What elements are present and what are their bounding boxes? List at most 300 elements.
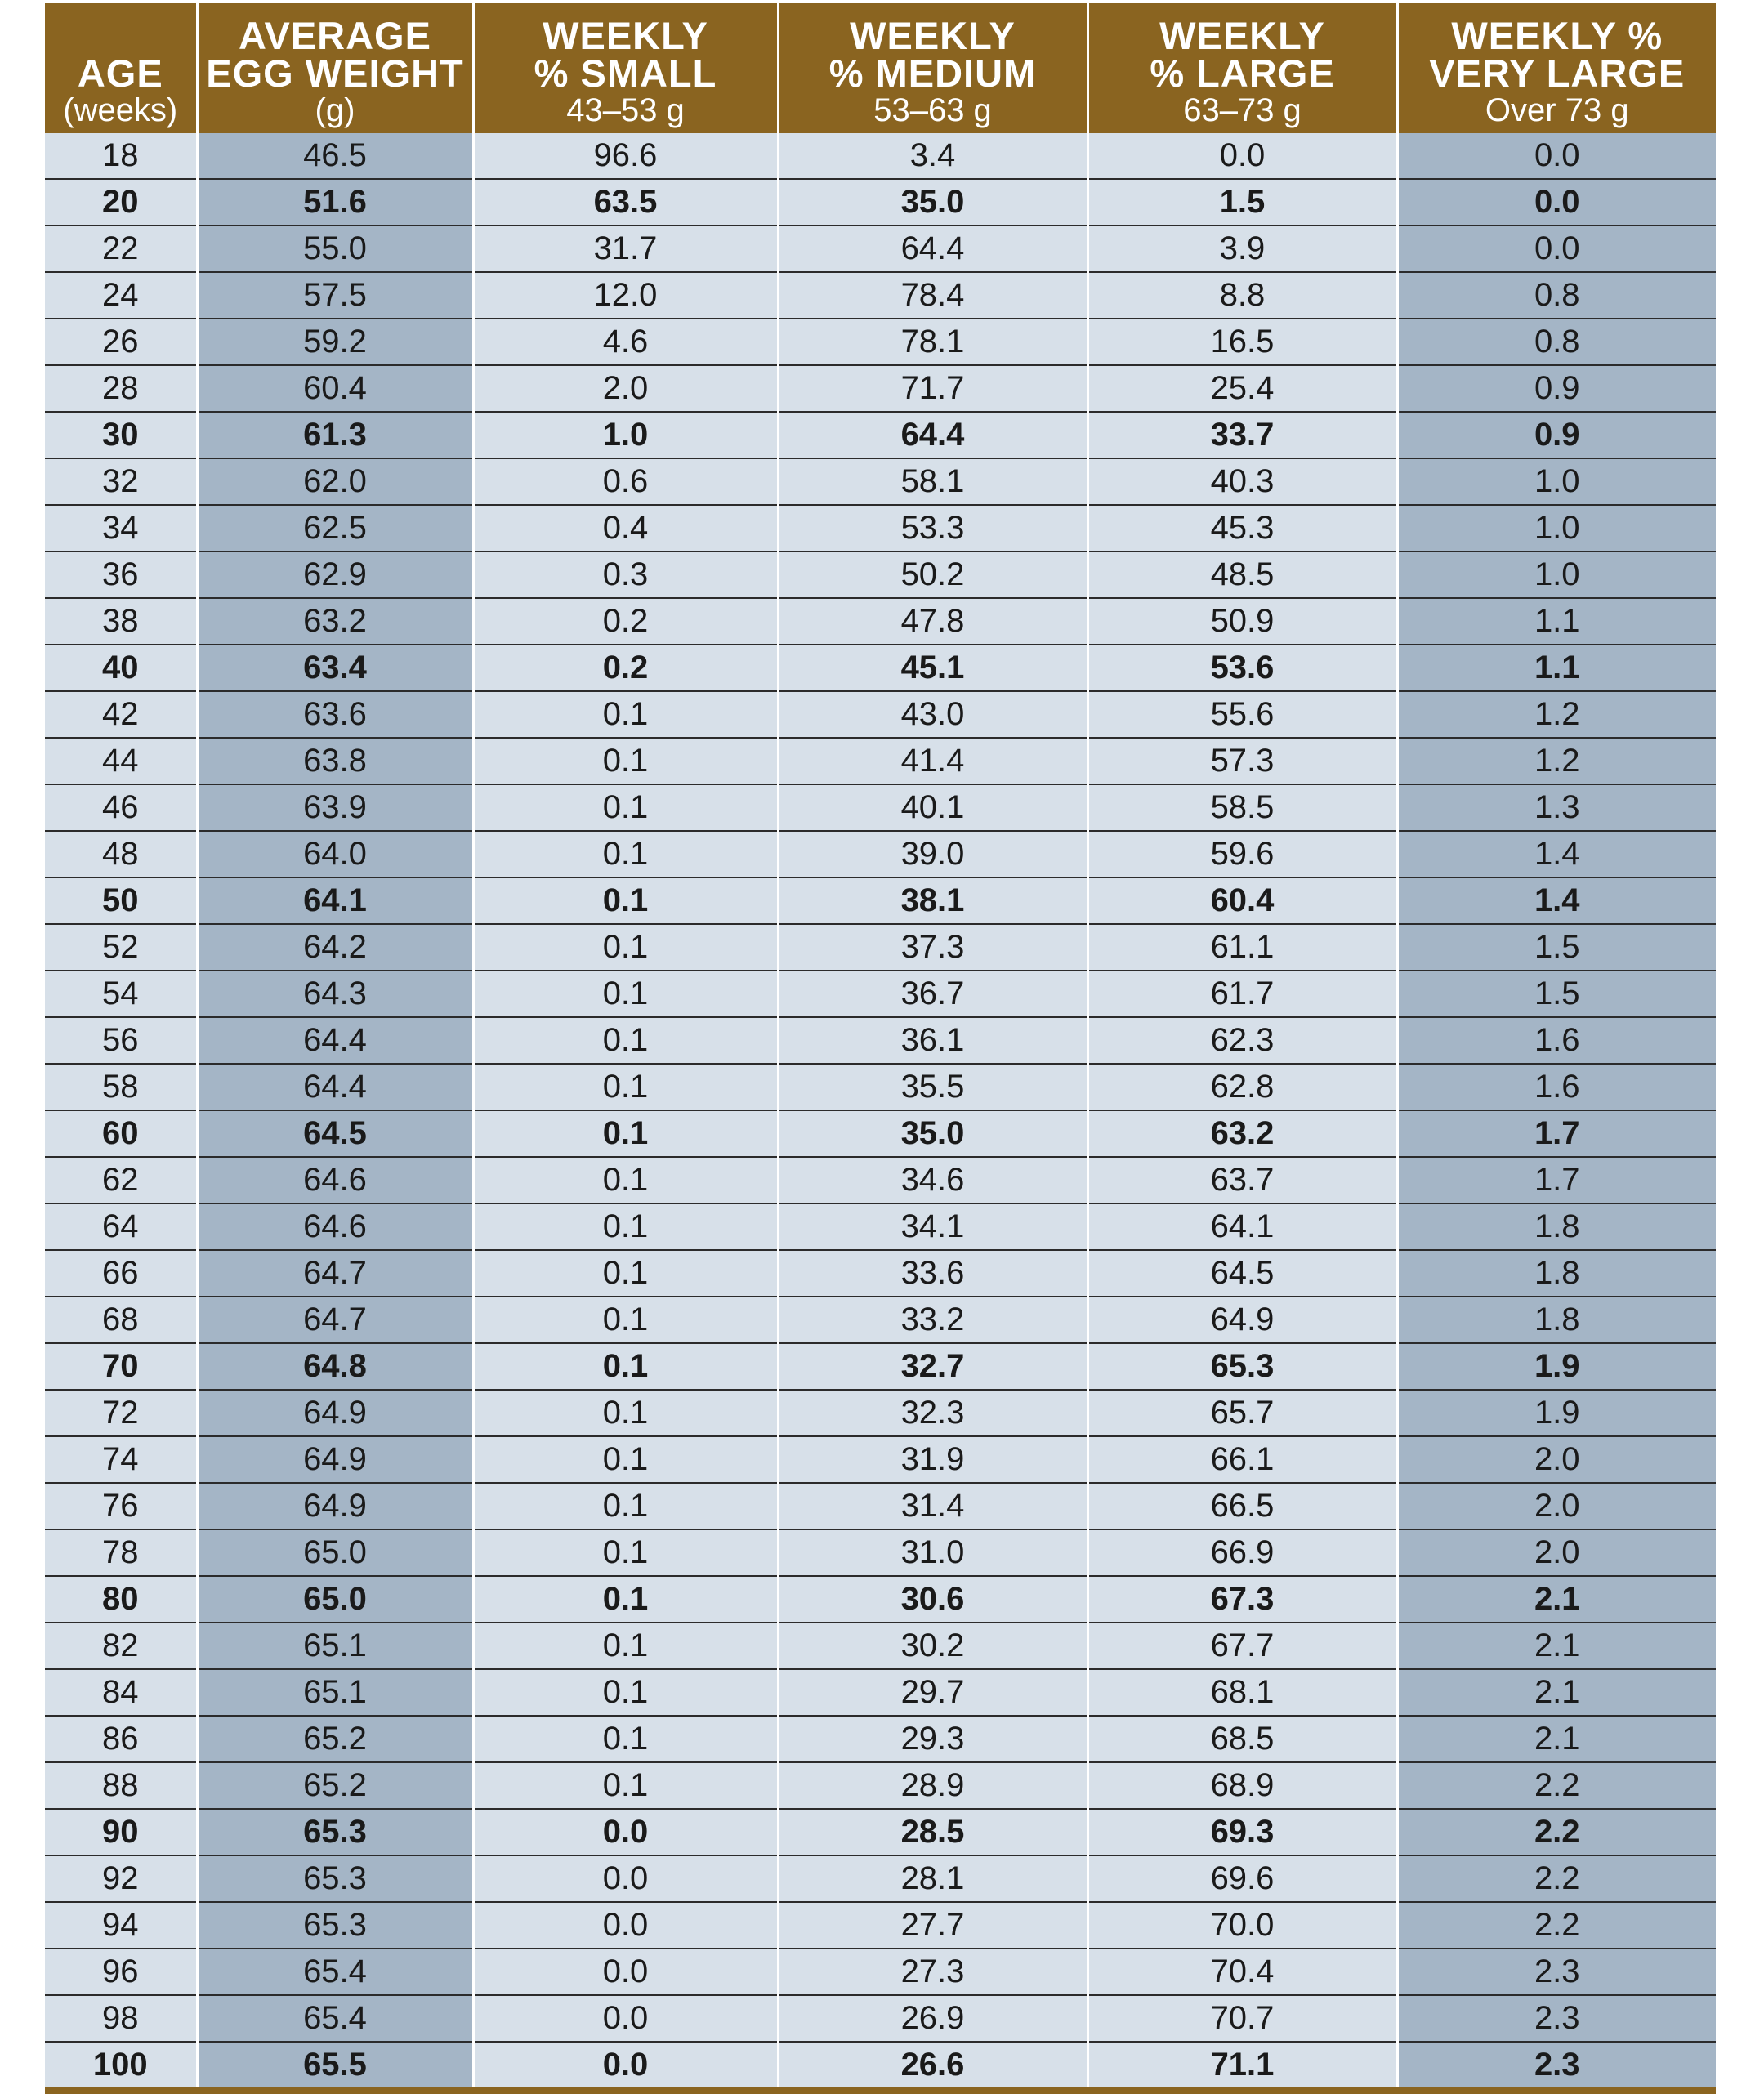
cell-weekly-very-large: 1.7 [1397, 1110, 1716, 1157]
cell-weekly-medium: 39.0 [778, 831, 1087, 877]
cell-age: 96 [45, 1949, 197, 1995]
cell-weekly-small: 0.0 [473, 1809, 778, 1855]
cell-weekly-medium: 3.4 [778, 133, 1087, 179]
cell-weekly-large: 68.9 [1087, 1762, 1397, 1809]
cell-weekly-large: 16.5 [1087, 319, 1397, 365]
cell-weekly-large: 62.8 [1087, 1064, 1397, 1110]
table-row [45, 1576, 1716, 1623]
cell-weekly-large: 50.9 [1087, 598, 1397, 645]
cell-weekly-very-large: 2.0 [1397, 1436, 1716, 1483]
cell-weekly-small: 0.1 [473, 1110, 778, 1157]
cell-weekly-large: 61.7 [1087, 971, 1397, 1017]
cell-average-egg-weight: 62.9 [197, 551, 473, 598]
cell-weekly-large: 67.7 [1087, 1623, 1397, 1669]
cell-weekly-small: 0.1 [473, 738, 778, 784]
cell-age: 20 [45, 179, 197, 225]
cell-average-egg-weight: 63.4 [197, 645, 473, 691]
cell-weekly-medium: 35.0 [778, 179, 1087, 225]
table-body [45, 133, 1716, 2091]
cell-average-egg-weight: 65.0 [197, 1576, 473, 1623]
cell-weekly-large: 33.7 [1087, 412, 1397, 458]
cell-weekly-very-large: 0.0 [1397, 133, 1716, 179]
table-row [45, 1390, 1716, 1436]
cell-average-egg-weight: 65.0 [197, 1529, 473, 1576]
cell-weekly-medium: 78.4 [778, 272, 1087, 319]
cell-age: 18 [45, 133, 197, 179]
cell-weekly-very-large: 1.4 [1397, 831, 1716, 877]
table-row [45, 598, 1716, 645]
cell-average-egg-weight: 64.7 [197, 1250, 473, 1297]
cell-weekly-small: 0.1 [473, 1436, 778, 1483]
cell-weekly-medium: 45.1 [778, 645, 1087, 691]
cell-age: 64 [45, 1203, 197, 1250]
cell-weekly-medium: 50.2 [778, 551, 1087, 598]
cell-weekly-medium: 31.4 [778, 1483, 1087, 1529]
cell-age: 42 [45, 691, 197, 738]
cell-average-egg-weight: 64.7 [197, 1297, 473, 1343]
cell-average-egg-weight: 55.0 [197, 225, 473, 272]
header-weekly-small-line2: % SMALL [534, 51, 717, 95]
table-row [45, 505, 1716, 551]
cell-age: 66 [45, 1250, 197, 1297]
header-weekly-small-line1: WEEKLY [543, 14, 708, 57]
cell-weekly-small: 0.2 [473, 598, 778, 645]
cell-weekly-very-large: 2.2 [1397, 1902, 1716, 1949]
cell-age: 100 [45, 2042, 197, 2091]
cell-weekly-large: 66.1 [1087, 1436, 1397, 1483]
cell-weekly-medium: 27.7 [778, 1902, 1087, 1949]
cell-age: 94 [45, 1902, 197, 1949]
cell-weekly-large: 68.1 [1087, 1669, 1397, 1716]
cell-age: 30 [45, 412, 197, 458]
cell-weekly-small: 0.1 [473, 1343, 778, 1390]
header-average-egg-weight [197, 3, 473, 133]
cell-weekly-large: 63.2 [1087, 1110, 1397, 1157]
cell-weekly-small: 0.0 [473, 1855, 778, 1902]
header-weekly-very-large-line2: VERY LARGE [1429, 51, 1686, 95]
cell-weekly-medium: 43.0 [778, 691, 1087, 738]
cell-weekly-small: 0.1 [473, 831, 778, 877]
cell-average-egg-weight: 65.5 [197, 2042, 473, 2091]
cell-average-egg-weight: 63.8 [197, 738, 473, 784]
cell-age: 86 [45, 1716, 197, 1762]
cell-weekly-large: 53.6 [1087, 645, 1397, 691]
table-row [45, 1716, 1716, 1762]
cell-weekly-small: 0.1 [473, 1064, 778, 1110]
table-row [45, 412, 1716, 458]
cell-weekly-very-large: 2.0 [1397, 1483, 1716, 1529]
cell-weekly-large: 57.3 [1087, 738, 1397, 784]
header-weekly-medium [778, 3, 1087, 133]
cell-weekly-very-large: 0.0 [1397, 179, 1716, 225]
cell-weekly-large: 59.6 [1087, 831, 1397, 877]
table-row [45, 1762, 1716, 1809]
cell-age: 40 [45, 645, 197, 691]
cell-weekly-very-large: 2.1 [1397, 1669, 1716, 1716]
table-row [45, 1436, 1716, 1483]
cell-weekly-small: 0.1 [473, 1623, 778, 1669]
cell-age: 46 [45, 784, 197, 831]
cell-weekly-very-large: 1.5 [1397, 971, 1716, 1017]
header-age-title: AGE [77, 51, 163, 95]
cell-weekly-medium: 31.9 [778, 1436, 1087, 1483]
cell-weekly-small: 0.1 [473, 924, 778, 971]
header-average-egg-weight-line2: EGG WEIGHT [206, 51, 464, 95]
header-weekly-medium-range: 53–63 g [873, 92, 992, 128]
cell-age: 56 [45, 1017, 197, 1064]
cell-average-egg-weight: 62.5 [197, 505, 473, 551]
table-row [45, 1623, 1716, 1669]
cell-average-egg-weight: 60.4 [197, 365, 473, 412]
cell-weekly-small: 0.1 [473, 1157, 778, 1203]
cell-weekly-very-large: 1.9 [1397, 1343, 1716, 1390]
cell-weekly-medium: 41.4 [778, 738, 1087, 784]
cell-age: 26 [45, 319, 197, 365]
table-row [45, 1017, 1716, 1064]
cell-average-egg-weight: 65.4 [197, 1995, 473, 2042]
cell-age: 24 [45, 272, 197, 319]
cell-average-egg-weight: 63.6 [197, 691, 473, 738]
cell-age: 98 [45, 1995, 197, 2042]
header-age-unit: (weeks) [63, 92, 178, 128]
cell-weekly-small: 0.1 [473, 1297, 778, 1343]
cell-weekly-large: 66.5 [1087, 1483, 1397, 1529]
table-row [45, 1250, 1716, 1297]
cell-weekly-small: 31.7 [473, 225, 778, 272]
cell-weekly-large: 61.1 [1087, 924, 1397, 971]
cell-weekly-small: 4.6 [473, 319, 778, 365]
cell-weekly-very-large: 1.0 [1397, 551, 1716, 598]
header-weekly-medium-line1: WEEKLY [850, 14, 1016, 57]
table-row [45, 1529, 1716, 1576]
cell-average-egg-weight: 61.3 [197, 412, 473, 458]
cell-weekly-large: 69.6 [1087, 1855, 1397, 1902]
header-weekly-very-large-line1: WEEKLY % [1451, 14, 1664, 57]
cell-average-egg-weight: 63.9 [197, 784, 473, 831]
cell-average-egg-weight: 59.2 [197, 319, 473, 365]
cell-average-egg-weight: 64.6 [197, 1203, 473, 1250]
cell-weekly-very-large: 1.8 [1397, 1297, 1716, 1343]
cell-weekly-medium: 28.1 [778, 1855, 1087, 1902]
table-row [45, 877, 1716, 924]
cell-weekly-small: 1.0 [473, 412, 778, 458]
cell-weekly-medium: 33.6 [778, 1250, 1087, 1297]
cell-weekly-small: 0.1 [473, 784, 778, 831]
cell-average-egg-weight: 65.1 [197, 1623, 473, 1669]
table-row [45, 133, 1716, 179]
table-row [45, 1343, 1716, 1390]
cell-weekly-large: 70.4 [1087, 1949, 1397, 1995]
cell-weekly-small: 0.0 [473, 1902, 778, 1949]
cell-weekly-large: 69.3 [1087, 1809, 1397, 1855]
cell-weekly-very-large: 1.1 [1397, 645, 1716, 691]
cell-weekly-small: 0.1 [473, 877, 778, 924]
cell-weekly-large: 70.7 [1087, 1995, 1397, 2042]
cell-average-egg-weight: 65.3 [197, 1809, 473, 1855]
cell-weekly-large: 65.3 [1087, 1343, 1397, 1390]
cell-weekly-large: 64.5 [1087, 1250, 1397, 1297]
cell-average-egg-weight: 63.2 [197, 598, 473, 645]
cell-weekly-large: 55.6 [1087, 691, 1397, 738]
cell-weekly-very-large: 1.4 [1397, 877, 1716, 924]
cell-weekly-large: 62.3 [1087, 1017, 1397, 1064]
cell-average-egg-weight: 62.0 [197, 458, 473, 505]
cell-age: 28 [45, 365, 197, 412]
cell-weekly-small: 0.1 [473, 1203, 778, 1250]
cell-weekly-very-large: 1.2 [1397, 691, 1716, 738]
cell-average-egg-weight: 64.2 [197, 924, 473, 971]
cell-age: 72 [45, 1390, 197, 1436]
cell-age: 76 [45, 1483, 197, 1529]
cell-age: 78 [45, 1529, 197, 1576]
cell-age: 88 [45, 1762, 197, 1809]
cell-weekly-small: 0.2 [473, 645, 778, 691]
cell-weekly-large: 60.4 [1087, 877, 1397, 924]
table-row [45, 831, 1716, 877]
cell-weekly-very-large: 2.1 [1397, 1623, 1716, 1669]
cell-weekly-very-large: 1.9 [1397, 1390, 1716, 1436]
cell-age: 84 [45, 1669, 197, 1716]
cell-weekly-large: 1.5 [1087, 179, 1397, 225]
table-row [45, 1110, 1716, 1157]
header-weekly-large [1087, 3, 1397, 133]
cell-weekly-very-large: 1.3 [1397, 784, 1716, 831]
table-row [45, 179, 1716, 225]
cell-weekly-medium: 30.2 [778, 1623, 1087, 1669]
cell-age: 58 [45, 1064, 197, 1110]
cell-weekly-very-large: 2.2 [1397, 1809, 1716, 1855]
cell-average-egg-weight: 64.1 [197, 877, 473, 924]
cell-weekly-small: 0.1 [473, 1669, 778, 1716]
cell-age: 38 [45, 598, 197, 645]
cell-weekly-medium: 31.0 [778, 1529, 1087, 1576]
cell-weekly-large: 40.3 [1087, 458, 1397, 505]
table-row [45, 458, 1716, 505]
cell-average-egg-weight: 64.6 [197, 1157, 473, 1203]
cell-age: 62 [45, 1157, 197, 1203]
cell-weekly-large: 65.7 [1087, 1390, 1397, 1436]
cell-average-egg-weight: 57.5 [197, 272, 473, 319]
cell-average-egg-weight: 64.4 [197, 1017, 473, 1064]
cell-weekly-small: 0.1 [473, 1483, 778, 1529]
cell-weekly-medium: 28.9 [778, 1762, 1087, 1809]
cell-average-egg-weight: 65.4 [197, 1949, 473, 1995]
header-weekly-large-line2: % LARGE [1150, 51, 1335, 95]
cell-age: 32 [45, 458, 197, 505]
cell-weekly-small: 0.1 [473, 1529, 778, 1576]
cell-weekly-very-large: 2.1 [1397, 1576, 1716, 1623]
cell-weekly-very-large: 2.3 [1397, 2042, 1716, 2091]
cell-weekly-large: 67.3 [1087, 1576, 1397, 1623]
table-row [45, 924, 1716, 971]
cell-weekly-large: 68.5 [1087, 1716, 1397, 1762]
table-row [45, 225, 1716, 272]
cell-weekly-large: 63.7 [1087, 1157, 1397, 1203]
cell-weekly-medium: 30.6 [778, 1576, 1087, 1623]
cell-weekly-very-large: 0.8 [1397, 319, 1716, 365]
table-row [45, 1157, 1716, 1203]
table-row [45, 1902, 1716, 1949]
table-row [45, 1483, 1716, 1529]
cell-age: 90 [45, 1809, 197, 1855]
cell-weekly-small: 63.5 [473, 179, 778, 225]
table-row [45, 1203, 1716, 1250]
cell-weekly-small: 0.1 [473, 971, 778, 1017]
cell-weekly-very-large: 1.6 [1397, 1064, 1716, 1110]
cell-weekly-very-large: 0.9 [1397, 412, 1716, 458]
cell-age: 60 [45, 1110, 197, 1157]
cell-weekly-very-large: 1.8 [1397, 1203, 1716, 1250]
cell-weekly-small: 0.1 [473, 1390, 778, 1436]
cell-weekly-medium: 34.1 [778, 1203, 1087, 1250]
header-average-egg-weight-line1: AVERAGE [239, 14, 431, 57]
cell-weekly-medium: 36.7 [778, 971, 1087, 1017]
table-row [45, 2042, 1716, 2091]
cell-weekly-medium: 35.0 [778, 1110, 1087, 1157]
cell-average-egg-weight: 64.9 [197, 1436, 473, 1483]
cell-weekly-medium: 32.7 [778, 1343, 1087, 1390]
cell-weekly-large: 25.4 [1087, 365, 1397, 412]
cell-average-egg-weight: 51.6 [197, 179, 473, 225]
egg-size-table [45, 3, 1716, 2094]
table-row [45, 1995, 1716, 2042]
cell-weekly-small: 0.1 [473, 1716, 778, 1762]
cell-age: 70 [45, 1343, 197, 1390]
header-weekly-large-range: 63–73 g [1183, 92, 1302, 128]
cell-age: 54 [45, 971, 197, 1017]
table-row [45, 1669, 1716, 1716]
cell-average-egg-weight: 64.9 [197, 1483, 473, 1529]
cell-weekly-small: 0.1 [473, 1017, 778, 1064]
cell-weekly-medium: 26.9 [778, 1995, 1087, 2042]
cell-weekly-very-large: 0.8 [1397, 272, 1716, 319]
cell-weekly-small: 0.1 [473, 691, 778, 738]
cell-weekly-medium: 71.7 [778, 365, 1087, 412]
cell-average-egg-weight: 65.3 [197, 1855, 473, 1902]
cell-average-egg-weight: 65.1 [197, 1669, 473, 1716]
cell-weekly-very-large: 0.9 [1397, 365, 1716, 412]
cell-weekly-very-large: 0.0 [1397, 225, 1716, 272]
cell-weekly-medium: 38.1 [778, 877, 1087, 924]
cell-age: 50 [45, 877, 197, 924]
cell-age: 36 [45, 551, 197, 598]
cell-weekly-large: 71.1 [1087, 2042, 1397, 2091]
cell-weekly-large: 66.9 [1087, 1529, 1397, 1576]
table-row [45, 1809, 1716, 1855]
header-row [45, 3, 1716, 133]
cell-age: 80 [45, 1576, 197, 1623]
egg-size-table-container [45, 3, 1716, 2094]
cell-weekly-medium: 32.3 [778, 1390, 1087, 1436]
cell-weekly-large: 3.9 [1087, 225, 1397, 272]
table-row [45, 1949, 1716, 1995]
cell-age: 34 [45, 505, 197, 551]
cell-weekly-very-large: 1.5 [1397, 924, 1716, 971]
cell-weekly-medium: 64.4 [778, 412, 1087, 458]
table-row [45, 319, 1716, 365]
cell-weekly-large: 64.9 [1087, 1297, 1397, 1343]
header-weekly-large-line1: WEEKLY [1159, 14, 1325, 57]
cell-average-egg-weight: 65.3 [197, 1902, 473, 1949]
header-weekly-medium-line2: % MEDIUM [828, 51, 1037, 95]
cell-weekly-small: 0.1 [473, 1576, 778, 1623]
cell-age: 92 [45, 1855, 197, 1902]
cell-weekly-large: 45.3 [1087, 505, 1397, 551]
cell-weekly-very-large: 1.0 [1397, 505, 1716, 551]
cell-weekly-medium: 36.1 [778, 1017, 1087, 1064]
cell-weekly-large: 8.8 [1087, 272, 1397, 319]
cell-weekly-large: 70.0 [1087, 1902, 1397, 1949]
cell-weekly-small: 0.1 [473, 1250, 778, 1297]
cell-weekly-medium: 26.6 [778, 2042, 1087, 2091]
cell-weekly-very-large: 1.1 [1397, 598, 1716, 645]
cell-weekly-very-large: 1.8 [1397, 1250, 1716, 1297]
cell-weekly-small: 12.0 [473, 272, 778, 319]
table-row [45, 738, 1716, 784]
cell-average-egg-weight: 64.8 [197, 1343, 473, 1390]
cell-weekly-medium: 28.5 [778, 1809, 1087, 1855]
cell-weekly-very-large: 1.7 [1397, 1157, 1716, 1203]
header-weekly-very-large-range: Over 73 g [1485, 92, 1629, 128]
cell-average-egg-weight: 64.0 [197, 831, 473, 877]
cell-average-egg-weight: 64.4 [197, 1064, 473, 1110]
cell-weekly-very-large: 2.2 [1397, 1855, 1716, 1902]
cell-age: 22 [45, 225, 197, 272]
cell-weekly-very-large: 1.2 [1397, 738, 1716, 784]
cell-weekly-medium: 53.3 [778, 505, 1087, 551]
cell-age: 74 [45, 1436, 197, 1483]
table-row [45, 1855, 1716, 1902]
table-row [45, 645, 1716, 691]
table-row [45, 691, 1716, 738]
cell-weekly-medium: 40.1 [778, 784, 1087, 831]
cell-weekly-small: 0.1 [473, 1762, 778, 1809]
cell-age: 48 [45, 831, 197, 877]
cell-weekly-large: 64.1 [1087, 1203, 1397, 1250]
cell-weekly-medium: 37.3 [778, 924, 1087, 971]
cell-weekly-medium: 47.8 [778, 598, 1087, 645]
cell-weekly-small: 0.0 [473, 1949, 778, 1995]
cell-average-egg-weight: 64.5 [197, 1110, 473, 1157]
cell-age: 68 [45, 1297, 197, 1343]
cell-weekly-small: 0.3 [473, 551, 778, 598]
header-weekly-small-range: 43–53 g [566, 92, 685, 128]
header-weekly-small [473, 3, 778, 133]
cell-weekly-medium: 34.6 [778, 1157, 1087, 1203]
cell-average-egg-weight: 65.2 [197, 1762, 473, 1809]
cell-weekly-small: 96.6 [473, 133, 778, 179]
cell-age: 82 [45, 1623, 197, 1669]
cell-average-egg-weight: 64.9 [197, 1390, 473, 1436]
cell-weekly-small: 0.4 [473, 505, 778, 551]
cell-weekly-very-large: 2.0 [1397, 1529, 1716, 1576]
cell-average-egg-weight: 46.5 [197, 133, 473, 179]
cell-weekly-large: 0.0 [1087, 133, 1397, 179]
table-row [45, 1064, 1716, 1110]
header-age [45, 3, 197, 133]
cell-weekly-large: 48.5 [1087, 551, 1397, 598]
cell-weekly-medium: 58.1 [778, 458, 1087, 505]
cell-age: 52 [45, 924, 197, 971]
cell-weekly-large: 58.5 [1087, 784, 1397, 831]
cell-weekly-very-large: 2.1 [1397, 1716, 1716, 1762]
cell-weekly-small: 0.0 [473, 2042, 778, 2091]
cell-weekly-small: 0.0 [473, 1995, 778, 2042]
cell-age: 44 [45, 738, 197, 784]
cell-weekly-very-large: 1.0 [1397, 458, 1716, 505]
cell-weekly-very-large: 1.6 [1397, 1017, 1716, 1064]
cell-average-egg-weight: 64.3 [197, 971, 473, 1017]
